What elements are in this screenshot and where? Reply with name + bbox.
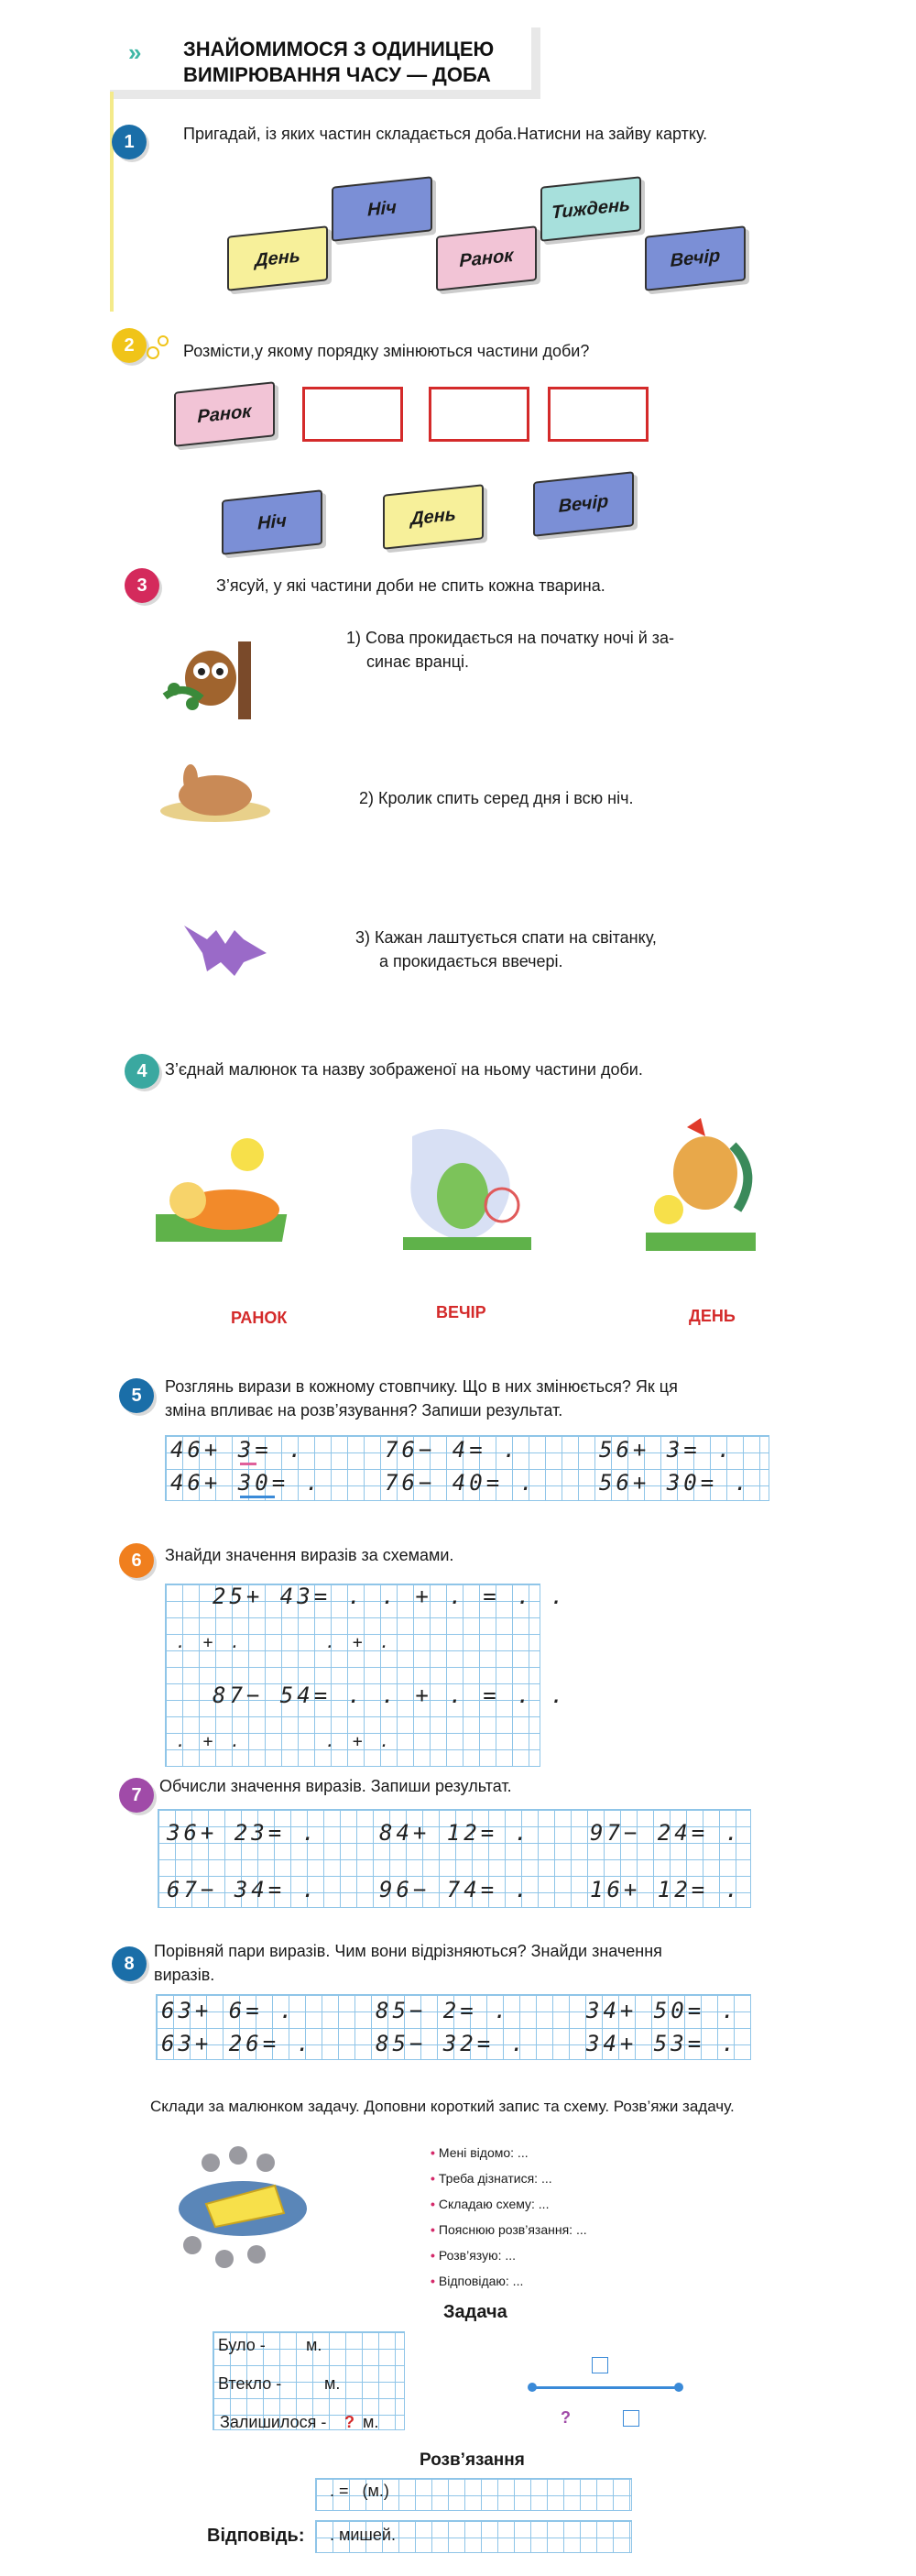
page-title: [183, 37, 494, 88]
drag-card-den[interactable]: День: [383, 484, 484, 550]
task8-expr-r2c2[interactable]: 85− 32= .: [376, 2031, 529, 2056]
label-vechir[interactable]: ВЕЧІР: [436, 1303, 486, 1321]
task6-expr2[interactable]: 87− 54= . . + . = . .: [213, 1683, 568, 1708]
scheme-question-mark: ?: [561, 2408, 571, 2427]
task3-item2: 2) Кролик спить серед дня і всю ніч.: [359, 789, 634, 807]
task6-scheme1[interactable]: . + . . + .: [176, 1633, 394, 1652]
task7-expr-r2c1[interactable]: 67− 34= .: [167, 1877, 320, 1902]
drag-card-nich[interactable]: Ніч: [222, 489, 322, 555]
card-tyzhden[interactable]: Тиждень: [540, 176, 641, 242]
task9-text: Склади за малюнком задачу. Доповни короткий запис та схему. Розв’яжи задачу.: [150, 2098, 735, 2115]
task5-expr-r1c3[interactable]: 56+ 3= .: [599, 1437, 735, 1463]
header-arrows-icon: »: [128, 38, 136, 66]
task8-expr-r1c2[interactable]: 85− 2= .: [376, 1998, 511, 2023]
task5-text-line1: Розглянь вирази в кожному стовпчику. Що в них змінюється? Як ця: [165, 1377, 678, 1396]
task6-text: Знайди значення виразів за схемами.: [165, 1546, 454, 1564]
record-vteklo-label: Втекло -: [218, 2374, 282, 2393]
task4-number: 4: [125, 1054, 159, 1089]
highlight-underline: [240, 1463, 256, 1465]
scheme-segment: [531, 2386, 678, 2389]
label-den[interactable]: ДЕНЬ: [689, 1307, 736, 1325]
task9-bullets: [431, 2144, 587, 2298]
drag-card-vechir[interactable]: Вечір: [533, 471, 634, 537]
day-picture[interactable]: [632, 1109, 769, 1255]
bullet-item: • Складаю схему: ...: [431, 2197, 550, 2211]
task3-item1-line2: синає вранці.: [366, 652, 470, 671]
scheme-point: [528, 2383, 537, 2392]
task8-expr-r2c1[interactable]: 63+ 26= .: [161, 2031, 314, 2056]
scheme-point: [674, 2383, 683, 2392]
task8-expr-r2c3[interactable]: 34+ 53= .: [586, 2031, 739, 2056]
decor-dot-icon: [158, 335, 169, 346]
task8-expr-r1c1[interactable]: 63+ 6= .: [161, 1998, 297, 2023]
answer-label: Відповідь:: [207, 2526, 305, 2546]
task5-expr-r2c2[interactable]: 76− 40= .: [385, 1470, 538, 1496]
scheme-input-top[interactable]: [592, 2357, 608, 2373]
bullet-item: • Мені відомо: ...: [431, 2145, 529, 2160]
task7-expr-r1c3[interactable]: 97− 24= .: [590, 1820, 743, 1846]
decorative-line: [110, 92, 114, 312]
task3-number: 3: [125, 568, 159, 603]
task6-scheme2[interactable]: . + . . + .: [176, 1732, 394, 1751]
record-zalyshylosia-unit: м.: [363, 2413, 379, 2431]
card-nich[interactable]: Ніч: [332, 176, 432, 242]
card-den[interactable]: День: [227, 225, 328, 291]
task5-expr-r2c3[interactable]: 56+ 30= .: [599, 1470, 752, 1496]
task1-text: Пригадай, із яких частин складається доба.Натисни на зайву картку.: [183, 125, 708, 143]
task7-text: Обчисли значення виразів. Запиши результат.: [159, 1777, 512, 1795]
task4-text: З’єднай малюнок та назву зображеної на ньому частини доби.: [165, 1060, 643, 1079]
task7-expr-r2c3[interactable]: 16+ 12= .: [590, 1877, 743, 1902]
page-title-line2: ВИМІРЮВАННЯ ЧАСУ — ДОБА: [183, 63, 491, 86]
task6-expr1[interactable]: 25+ 43= . . + . = . .: [213, 1584, 568, 1609]
task7-expr-r1c2[interactable]: 84+ 12= .: [379, 1820, 532, 1846]
label-ranok[interactable]: РАНОК: [231, 1309, 288, 1327]
drop-slot-3[interactable]: [429, 387, 529, 442]
task6-number: 6: [119, 1543, 154, 1578]
owl-illustration: [156, 632, 266, 724]
task8-text-line2: виразів.: [154, 1966, 215, 1984]
scheme-input-part[interactable]: [623, 2410, 639, 2427]
record-question-mark: ?: [344, 2413, 354, 2431]
task2-text: Розмісти,у якому порядку змінюються частини доби?: [183, 342, 590, 360]
task2-number: 2: [112, 328, 147, 363]
task3-item1-line1: 1) Сова прокидається на початку ночі й за-: [346, 629, 675, 647]
task5-expr-r2c1[interactable]: 46+ 30= .: [170, 1470, 323, 1496]
task8-text-line1: Порівняй пари виразів. Чим вони відрізняються? Знайди значення: [154, 1942, 662, 1960]
record-zalyshylosia-label: Залишилося -: [220, 2413, 327, 2431]
task7-expr-r2c2[interactable]: 96− 74= .: [379, 1877, 532, 1902]
mice-cheese-illustration: [156, 2135, 321, 2291]
drop-slot-4[interactable]: [548, 387, 649, 442]
task7-expr-r1c1[interactable]: 36+ 23= .: [167, 1820, 320, 1846]
page-title-line1: ЗНАЙОМИМОСЯ З ОДИНИЦЕЮ: [183, 38, 495, 60]
bullet-item: • Відповідаю: ...: [431, 2274, 524, 2288]
task1-number: 1: [112, 125, 147, 159]
solution-title: Розв’язання: [420, 2450, 525, 2470]
card-vechir[interactable]: Вечір: [645, 225, 746, 291]
card-ranok[interactable]: Ранок: [436, 225, 537, 291]
answer-text[interactable]: . мишей.: [330, 2526, 396, 2544]
task5-number: 5: [119, 1378, 154, 1413]
task8-expr-r1c3[interactable]: 34+ 50= .: [586, 1998, 739, 2023]
bullet-item: • Треба дізнатися: ...: [431, 2171, 552, 2186]
drop-slot-2[interactable]: [302, 387, 403, 442]
solution-line[interactable]: . = (м.): [330, 2482, 389, 2500]
task9-title: Задача: [443, 2302, 507, 2322]
placed-card-ranok: Ранок: [174, 381, 275, 447]
task7-number: 7: [119, 1778, 154, 1813]
bullet-item: • Розв’язую: ...: [431, 2248, 517, 2263]
task5-expr-r1c1[interactable]: 46+ 3= .: [170, 1437, 306, 1463]
record-bulo-label: Було -: [218, 2336, 266, 2354]
task3-item3-line1: 3) Кажан лаштується спати на світанку,: [355, 928, 657, 947]
task3-item3-line2: а прокидається ввечері.: [379, 952, 563, 970]
record-bulo-unit: м.: [306, 2336, 322, 2354]
evening-picture[interactable]: [394, 1118, 540, 1255]
task5-text-line2: зміна впливає на розв’язування? Запиши результат.: [165, 1401, 563, 1420]
task8-number: 8: [112, 1946, 147, 1981]
task3-text: З’ясуй, у які частини доби не спить кожна тварина.: [216, 576, 605, 595]
rabbit-illustration: [156, 761, 275, 825]
bat-illustration: [180, 907, 271, 981]
morning-picture[interactable]: [156, 1127, 311, 1246]
highlight-underline: [240, 1496, 275, 1498]
record-vteklo-unit: м.: [324, 2374, 341, 2393]
decor-dot-icon: [147, 346, 159, 359]
bullet-item: • Пояснюю розв’язання: ...: [431, 2222, 587, 2237]
task5-expr-r1c2[interactable]: 76− 4= .: [385, 1437, 520, 1463]
